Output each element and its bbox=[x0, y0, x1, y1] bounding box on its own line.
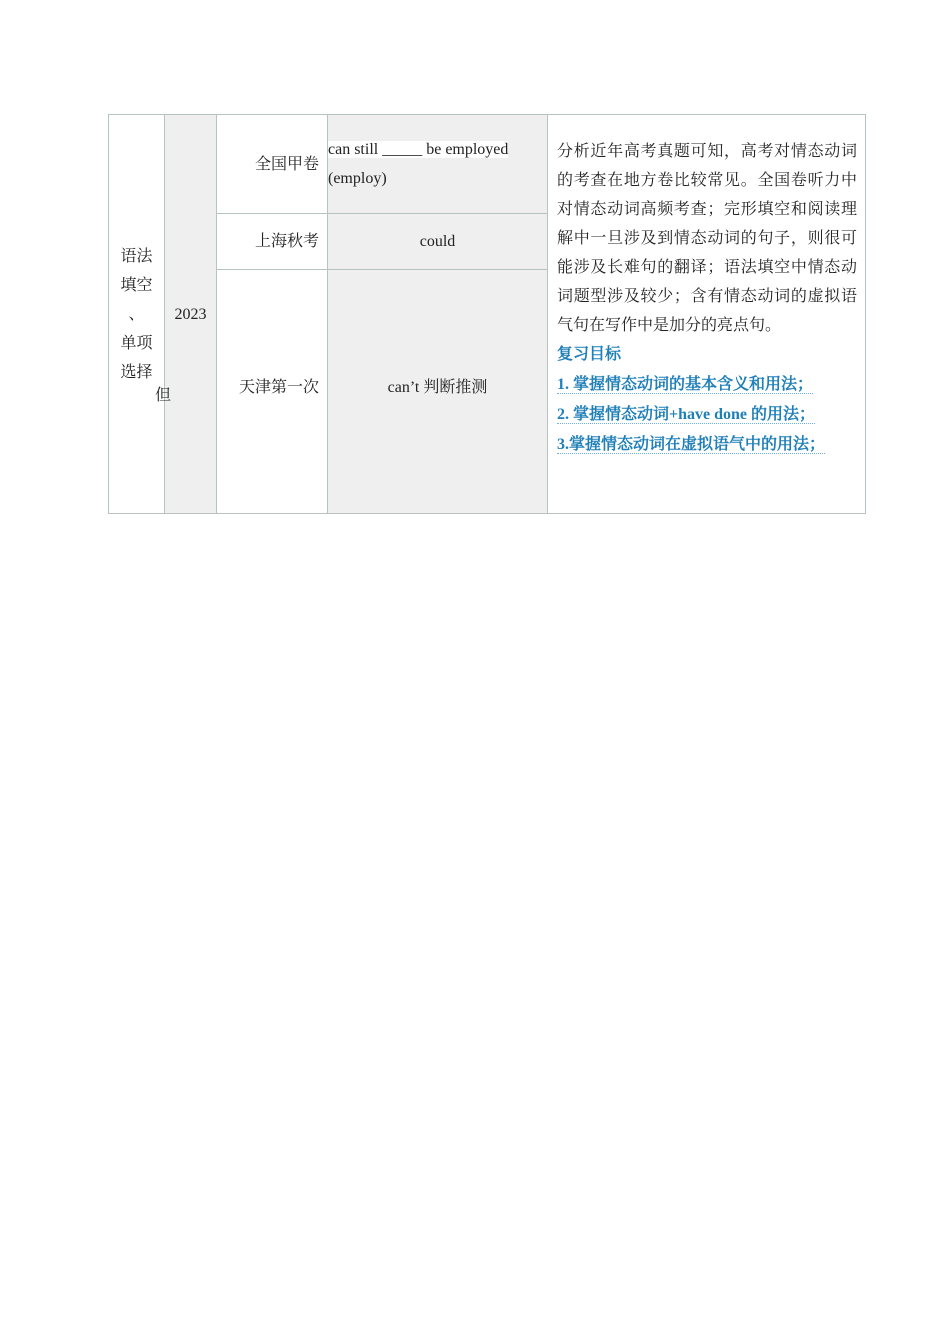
analysis-paragraph: 分析近年高考真题可知，高考对情态动词的考查在地方卷比较常见。全国卷听力中对情态动词高频考查；完形填空和阅读理解中一旦涉及到情态动词的句子，则很可能涉及长难句的翻译；语法填空中情态动词题型涉及较少；含有情态动词的虚拟语气句在写作中是加分的亮点句。 bbox=[557, 143, 857, 334]
item-cell: could bbox=[328, 214, 548, 270]
goals-title: 复习目标 bbox=[557, 346, 622, 363]
item-cell: can’t 判断推测 bbox=[328, 270, 548, 514]
region-cell: 天津第一次 bbox=[217, 270, 328, 514]
region-cell: 上海秋考 bbox=[217, 214, 328, 270]
category-line: 单项 bbox=[120, 334, 153, 352]
category-line: 、 bbox=[128, 305, 145, 323]
category-line: 语法 bbox=[120, 247, 153, 265]
table-row bbox=[109, 115, 866, 214]
category-line: 选择 bbox=[120, 363, 153, 381]
category-cell bbox=[109, 115, 172, 514]
summary-table-container bbox=[108, 114, 857, 513]
category-line: 填空 bbox=[120, 276, 153, 294]
goal-item: 2. 掌握情态动词+have done 的用法； bbox=[557, 406, 816, 423]
exam-summary-table bbox=[108, 114, 866, 514]
year-cell: 2023 bbox=[165, 115, 217, 514]
goal-item: 1. 掌握情态动词的基本含义和用法； bbox=[557, 376, 814, 393]
goal-item: 3.掌握情态动词在虚拟语气中的用法； bbox=[557, 436, 826, 453]
analysis-cell bbox=[548, 115, 866, 514]
item-line: can still _____ be employed bbox=[328, 141, 509, 158]
category-extra-char: 但 bbox=[155, 387, 172, 404]
item-cell bbox=[328, 115, 548, 214]
region-cell: 全国甲卷 bbox=[217, 115, 328, 214]
item-line: (employ) bbox=[328, 170, 387, 187]
